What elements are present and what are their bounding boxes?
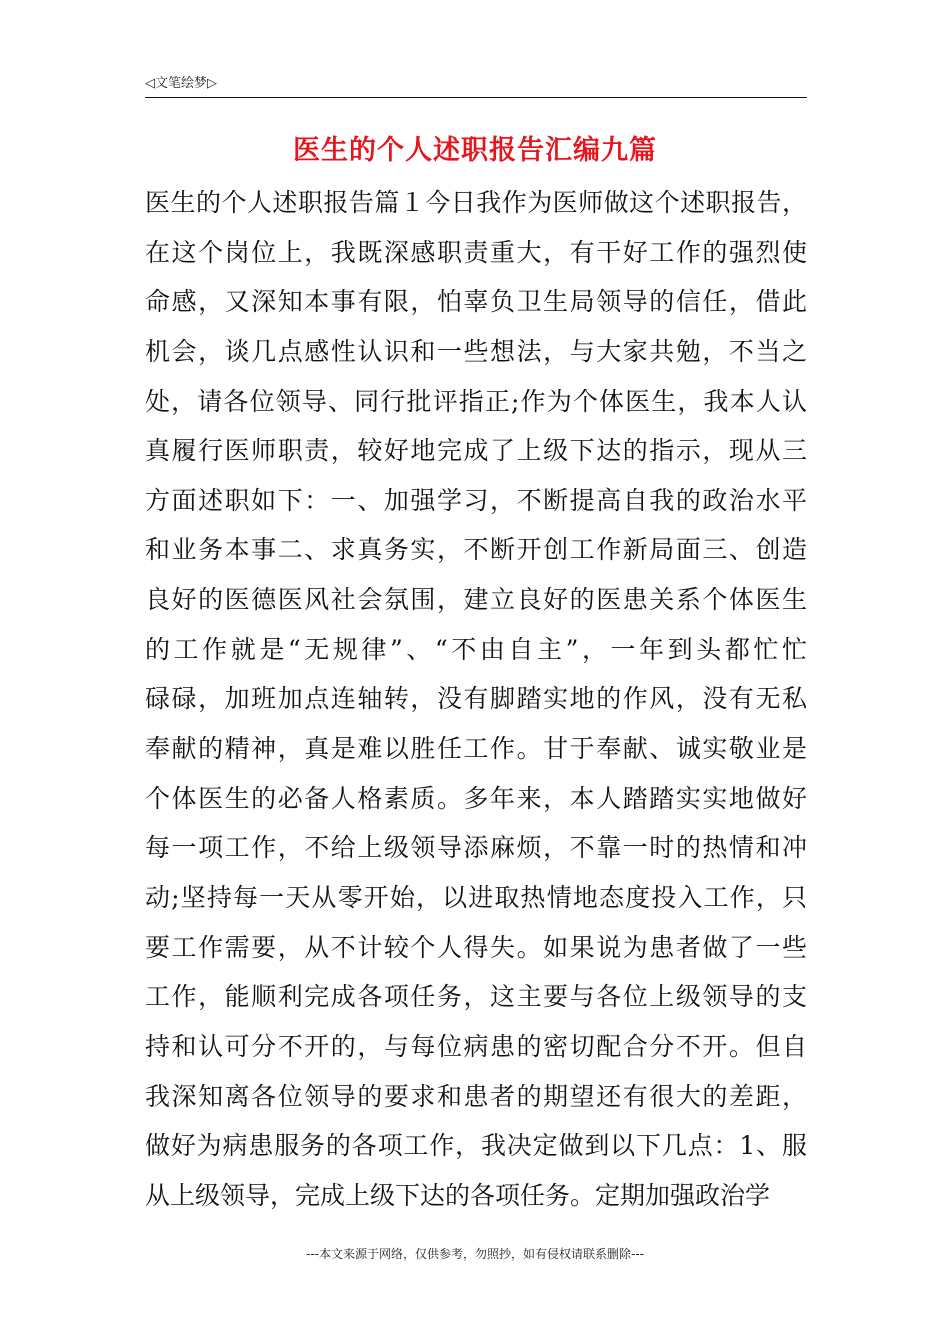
body-line: 良好的医德医风社会氛围，建立良好的医患关系个体医生 xyxy=(145,585,807,615)
body-line: 每一项工作，不给上级领导添麻烦，不靠一时的热情和冲 xyxy=(145,833,807,863)
body-line: 奉献的精神，真是难以胜任工作。甘于奉献、诚实敬业是 xyxy=(145,734,807,764)
body-line: 和业务本事二、求真务实，不断开创工作新局面三、创造 xyxy=(145,535,807,565)
body-line: 在这个岗位上，我既深感职责重大，有干好工作的强烈使 xyxy=(145,237,807,267)
body-line: 处，请各位领导、同行批评指正;作为个体医生，我本人认 xyxy=(145,386,807,416)
page-header xyxy=(145,74,807,98)
body-line: 真履行医师职责，较好地完成了上级下达的指示，现从三 xyxy=(145,436,807,466)
body-line: 动;坚持每一天从零开始，以进取热情地态度投入工作，只 xyxy=(145,882,807,912)
body-line: 做好为病患服务的各项工作，我决定做到以下几点：1、服 xyxy=(145,1131,807,1161)
body-line: 个体医生的必备人格素质。多年来，本人踏踏实实地做好 xyxy=(145,783,807,813)
body-line: 命感，又深知本事有限，怕辜负卫生局领导的信任，借此 xyxy=(145,287,807,317)
header-brand-text: ◁文笔绘梦▷ xyxy=(145,76,217,91)
body-line: 碌碌，加班加点连轴转，没有脚踏实地的作风，没有无私 xyxy=(145,684,807,714)
body-line: 医生的个人述职报告篇１今日我作为医师做这个述职报告， xyxy=(145,188,807,217)
body-line: 持和认可分不开的，与每位病患的密切配合分不开。但自 xyxy=(145,1031,807,1061)
body-line: 机会，谈几点感性认识和一些想法，与大家共勉，不当之 xyxy=(145,336,807,366)
header-divider xyxy=(145,97,807,98)
body-line: 要工作需要，从不计较个人得失。如果说为患者做了一些 xyxy=(145,932,807,962)
body-line: 方面述职如下：一、加强学习，不断提高自我的政治水平 xyxy=(145,485,807,515)
body-line: 我深知离各位领导的要求和患者的期望还有很大的差距， xyxy=(145,1081,807,1111)
body-line: 的工作就是“无规律”、“不由自主”，一年到头都忙忙 xyxy=(145,634,807,664)
document-title: 医生的个人述职报告汇编九篇 xyxy=(293,135,657,166)
body-line: 从上级领导，完成上级下达的各项任务。定期加强政治学 xyxy=(145,1180,771,1210)
document-body xyxy=(145,178,807,1220)
page-footer-disclaimer: ---本文来源于网络，仅供参考，勿照抄，如有侵权请联系删除--- xyxy=(306,1247,644,1261)
body-line: 工作，能顺利完成各项任务，这主要与各位上级领导的支 xyxy=(145,982,807,1012)
